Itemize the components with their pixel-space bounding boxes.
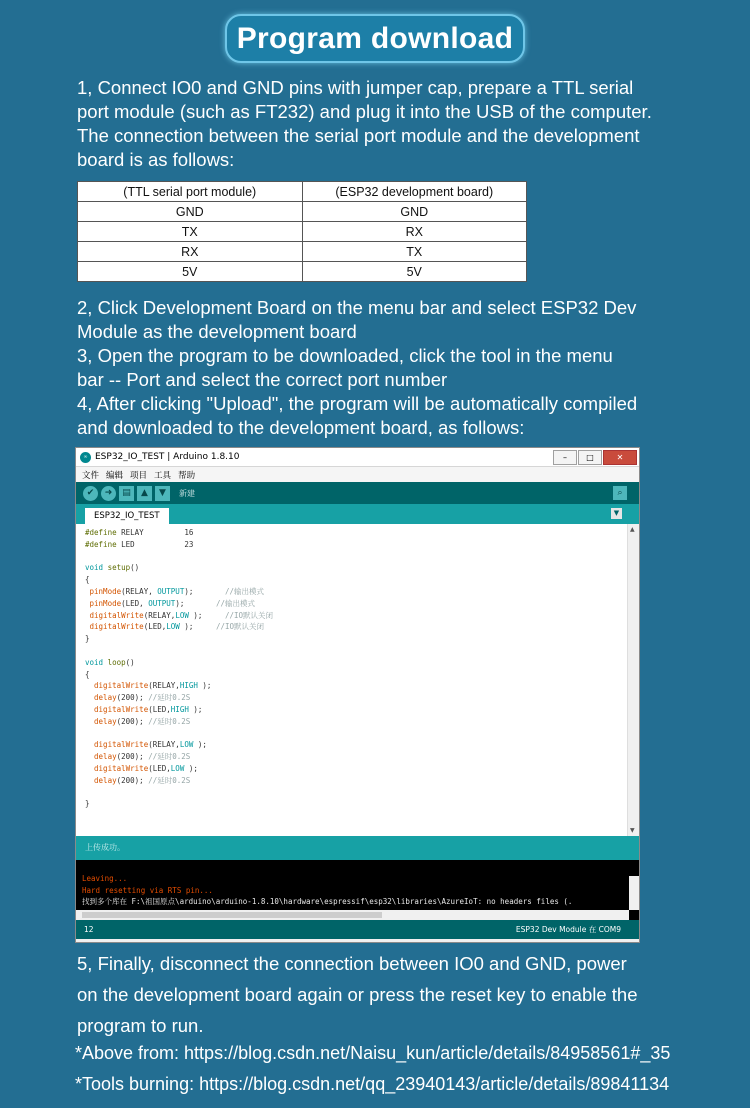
- page-title: Program download: [225, 14, 525, 63]
- upload-status: 上传成功。: [76, 836, 639, 860]
- scroll-thumb[interactable]: [82, 912, 382, 918]
- table-cell: TX: [78, 222, 303, 242]
- open-icon[interactable]: ▲: [137, 486, 152, 501]
- step-5-line: on the development board again or press the reset key to enable the: [77, 984, 638, 1005]
- code-editor[interactable]: [76, 524, 639, 836]
- table-row: [78, 202, 527, 222]
- ide-window-title: ESP32_IO_TEST | Arduino 1.8.10: [95, 452, 240, 462]
- serial-monitor-icon[interactable]: ⌕: [613, 486, 627, 500]
- ide-tab-bar: [76, 504, 639, 524]
- close-icon[interactable]: ✕: [603, 450, 637, 465]
- tab-menu-icon[interactable]: ▼: [611, 508, 622, 519]
- table-cell: RX: [302, 222, 527, 242]
- ide-toolbar: [76, 482, 639, 504]
- table-header: (TTL serial port module): [78, 182, 303, 202]
- new-file-icon[interactable]: ▤: [119, 486, 134, 501]
- step-1-line: The connection between the serial port module and the development: [77, 125, 640, 146]
- title-wrap: [0, 14, 750, 63]
- table-cell: TX: [302, 242, 527, 262]
- board-port: ESP32 Dev Module 在 COM9: [515, 925, 621, 934]
- step-line: bar -- Port and select the correct port number: [77, 369, 448, 390]
- output-console: [76, 860, 639, 920]
- console-text: [82, 873, 572, 908]
- console-scrollbar[interactable]: [629, 876, 639, 910]
- arduino-logo-icon: ∞: [80, 452, 91, 463]
- table-row: [78, 222, 527, 242]
- maximize-icon[interactable]: □: [578, 450, 602, 465]
- window-controls: [552, 450, 637, 465]
- save-icon[interactable]: ▼: [155, 486, 170, 501]
- scroll-up-icon[interactable]: ▲: [630, 526, 635, 533]
- console-line: Hard resetting via RTS pin...: [82, 885, 213, 895]
- table-cell: 5V: [302, 262, 527, 282]
- step-1-text: [77, 76, 677, 172]
- menu-file[interactable]: 文件: [82, 470, 100, 481]
- table-header: (ESP32 development board): [302, 182, 527, 202]
- console-hscrollbar[interactable]: [76, 910, 629, 920]
- minimize-icon[interactable]: –: [553, 450, 577, 465]
- sketch-code: #define RELAY 16 #define LED 23 void setup() { pinMode(RELAY, OUTPUT); //输出模式 pinMode(LED, OUTPUT); //输出模式 digitalWrite(RELAY,LOW ); //IO默认关闭 digitalWrite(LED,LOW ); //IO默认关闭 } void loop() { digitalWrite(RELAY,HIGH ); delay(200); //延时0.2S digitalWrite(LED,HIGH ); delay(200); //延时0.2S digitalWrite(RELAY,LOW ); delay(200); //延时0.2S digitalWrite(LED,LOW ); delay(200); //延时0.2S }: [85, 528, 274, 809]
- step-line: 4, After clicking "Upload", the program will be automatically compiled: [77, 393, 638, 414]
- connection-table: [77, 181, 527, 282]
- menu-help[interactable]: 帮助: [178, 470, 196, 481]
- step-line: Module as the development board: [77, 321, 357, 342]
- step-1-line: 1, Connect IO0 and GND pins with jumper cap, prepare a TTL serial: [77, 77, 634, 98]
- step-line: 2, Click Development Board on the menu bar and select ESP32 Dev: [77, 297, 637, 318]
- steps-2-4-text: [77, 296, 677, 440]
- step-1-line: port module (such as FT232) and plug it into the USB of the computer.: [77, 101, 652, 122]
- ide-menu-bar: [76, 467, 639, 482]
- ide-bottom-bar: [76, 920, 639, 939]
- table-cell: GND: [302, 202, 527, 222]
- console-line: 找到多个库在 F:\祖国原点\arduino\arduino-1.8.10\hardware\espressif\esp32\libraries\AzureIoT: no headers files (.: [82, 897, 573, 906]
- menu-edit[interactable]: 编辑: [106, 470, 124, 481]
- step-5-line: 5, Finally, disconnect the connection between IO0 and GND, power: [77, 953, 627, 974]
- table-row: [78, 262, 527, 282]
- toolbar-hint: 新建: [179, 488, 195, 498]
- table-header-row: [78, 182, 527, 202]
- tab-sketch[interactable]: ESP32_IO_TEST: [85, 508, 169, 524]
- line-number: 12: [84, 925, 94, 934]
- table-cell: RX: [78, 242, 303, 262]
- upload-icon[interactable]: ➜: [101, 486, 116, 501]
- source-link-1: *Above from: https://blog.csdn.net/Naisu_kun/article/details/84958561#_35: [75, 1043, 671, 1063]
- menu-tools[interactable]: 工具: [154, 470, 172, 481]
- console-line: Leaving...: [82, 874, 128, 883]
- step-5-line: program to run.: [77, 1015, 204, 1036]
- step-5-text: [77, 948, 677, 1041]
- source-link-2: *Tools burning: https://blog.csdn.net/qq_23940143/article/details/89841134: [75, 1074, 670, 1094]
- ide-title-bar: [76, 448, 639, 467]
- menu-sketch[interactable]: 项目: [130, 470, 148, 481]
- verify-icon[interactable]: ✔: [83, 486, 98, 501]
- step-line: and downloaded to the development board, as follows:: [77, 417, 525, 438]
- step-line: 3, Open the program to be downloaded, click the tool in the menu: [77, 345, 613, 366]
- arduino-ide-screenshot: [75, 447, 640, 943]
- editor-scrollbar[interactable]: [627, 524, 639, 836]
- table-cell: 5V: [78, 262, 303, 282]
- table-cell: GND: [78, 202, 303, 222]
- step-1-line: board is as follows:: [77, 149, 235, 170]
- scroll-down-icon[interactable]: ▼: [630, 827, 635, 834]
- table-row: [78, 242, 527, 262]
